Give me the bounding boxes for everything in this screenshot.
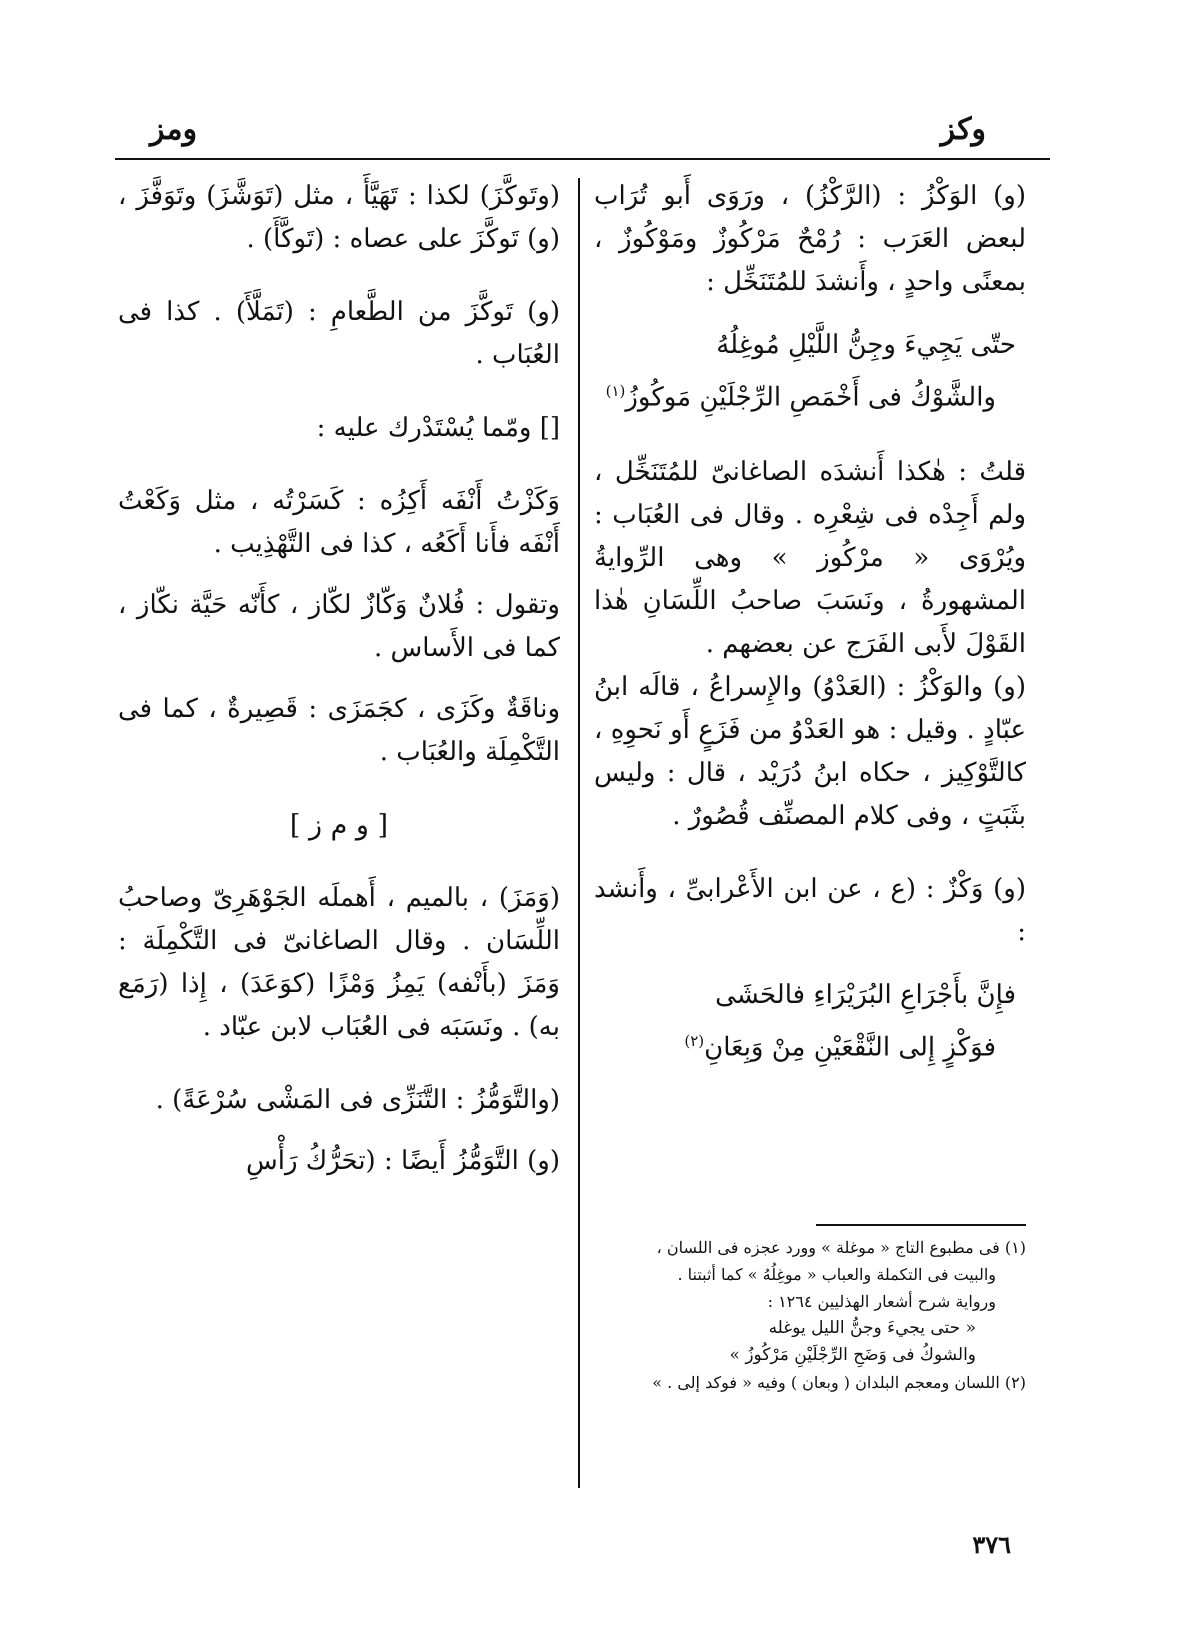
footnote-line: ورواية شرح أشعار الهذليين ١٢٦٤ : <box>767 1292 996 1311</box>
entry-paragraph: (وتَوكَّزَ) لكذا : تَهَيَّأَ ، مثل (تَوَشَّزَ) وتَوَفَّزَ ، (و) تَوكَّزَ على عصاه : (تَوكَّأَ) . <box>118 181 560 254</box>
footnote-verse: « حتى يجيءَ وجنُّ الليل يوغله <box>768 1318 976 1338</box>
running-head-left: ومز <box>150 112 198 147</box>
entry-paragraph: (وَمَزَ) ، بالميم ، أَهملَه الجَوْهَرِىّ وصاحبُ اللِّسَان . وقال الصاغانىّ فى التَّكْمِلَة : وَمَزَ (بأَنْفه) يَمِزُ وَمْزًا (كوَعَدَ) ، إِذا (رَمَع به) . ونَسَبَه فى العُبَاب لابن عبّاد . <box>118 883 560 1042</box>
entry-paragraph: (و) تَوكَّزَ من الطَّعامِ : (تَمَلَّأَ) . كذا فى العُبَاب . <box>118 297 560 370</box>
entry-paragraph: قلتُ : هٰكذا أَنشدَه الصاغانىّ للمُتَنَخِّل ، ولم أَجِدْه فى شِعْرِه . وقال فى العُبَاب : ويُرْوَى « مرْكُوز » وهى الرِّوايةُ المشهورةُ ، ونَسَبَ صاحبُ اللِّسَانِ هٰذا القَوْلَ لأَبى الفَرَج عن بعضهم . <box>594 456 1026 659</box>
entry-paragraph: (و) وَكْزٌ : (ع ، عن ابن الأَعْرابىِّ ، وأَنشد : <box>594 873 1026 947</box>
entry-paragraph: وناقَةٌ وكَزَى ، كجَمَزَى : قَصِيرةٌ ، كما فى التَّكْمِلَة والعُبَاب . <box>118 694 560 767</box>
footnote-line: (١) فى مطبوع التاج « موغلة » وورد عجزه فى اللسان ، <box>656 1238 1026 1257</box>
left-column <box>118 175 560 1183</box>
entry-paragraph: وَكَزْتُ أَنْفَه أَكِزُه : كَسَرْتُه ، مثل وَكَعْتُ أَنْفَه فأَنا أَكَعُه ، كذا فى التَّهْذِيب . <box>118 486 560 559</box>
verse-hemistich: حتّى يَجِيءَ وجِنُّ اللَّيْلِ مُوغِلُهُ <box>716 330 1016 360</box>
addendum-heading: [] ومّما يُسْتَدْرك عليه : <box>316 413 560 443</box>
footnote-rule <box>816 1224 1026 1226</box>
footnote-line: والبيت فى التكملة والعباب « موغِلُهُ » كما أثبتنا . <box>677 1265 996 1284</box>
footnotes <box>594 1234 1026 1396</box>
running-head-right: وكز <box>940 112 986 147</box>
verse-hemistich: فوَكْزٍ إِلى النَّقْعَيْنِ مِنْ وَبِعَانِ$^{(٢)}$ <box>684 1031 996 1063</box>
verse-hemistich: فإِنَّ بأَجْرَاعِ البُرَيْرَاءِ فالحَشَى <box>715 979 1016 1010</box>
entry-paragraph: (و) والوَكْزُ : (العَدْوُ) والإِسراعُ ، قالَه ابنُ عبّادٍ . وقيل : هو العَدْوُ من فَزَعٍ أَو نَحوِهِ ، كالتَّوْكِيز ، حكاه ابنُ دُرَيْد ، قال : وليس بثَبَتٍ ، وفى كلام المصنِّف قُصُورٌ . <box>594 671 1026 831</box>
verse-hemistich: والشَّوْكُ فى أَخْمَصِ الرِّجْلَيْنِ مَوكُوزُ$^{(١)}$ <box>605 382 996 413</box>
footnote-verse: والشوكُ فى وَضَحِ الرِّجْلَيْنِ مَرْكُوزُ » <box>729 1345 976 1365</box>
header-rule <box>115 158 1050 160</box>
entry-paragraph: (و) الوَكْزُ : (الرَّكْزُ) ، ورَوَى أَبو تُرَاب لبعض العَرَب : رُمْحٌ مَرْكُوزٌ ومَوْكُوزٌ ، بمعنًى واحدٍ ، وأَنشدَ للمُتَنَخِّل : <box>594 181 1026 297</box>
footnote-ref: (١) <box>605 382 626 400</box>
page-number: ٣٧٦ <box>972 1530 1011 1559</box>
verse <box>594 322 1026 421</box>
footnote-line: (٢) اللسان ومعجم البلدان ( وبعان ) وفيه « فوكد إلى . » <box>652 1373 1026 1392</box>
entry-paragraph: وتقول : فُلانٌ وَكّازٌ لكّاز ، كأَنّه حَيَّة نكّاز ، كما فى الأَساس . <box>118 590 560 663</box>
right-column <box>594 175 1026 1070</box>
verse <box>594 972 1026 1071</box>
root-heading: [ و م ز ] <box>289 810 389 841</box>
footnote-ref: (٢) <box>684 1031 705 1050</box>
column-divider <box>578 178 580 1488</box>
entry-paragraph: (والتَّوَمُّزُ : التَّنَزِّى فى المَشْى سُرْعَةً) . <box>155 1085 560 1115</box>
entry-paragraph: (و) التَّوَمُّزُ أَيضًا : (تحَرُّكُ رَأْسِ <box>245 1146 560 1176</box>
